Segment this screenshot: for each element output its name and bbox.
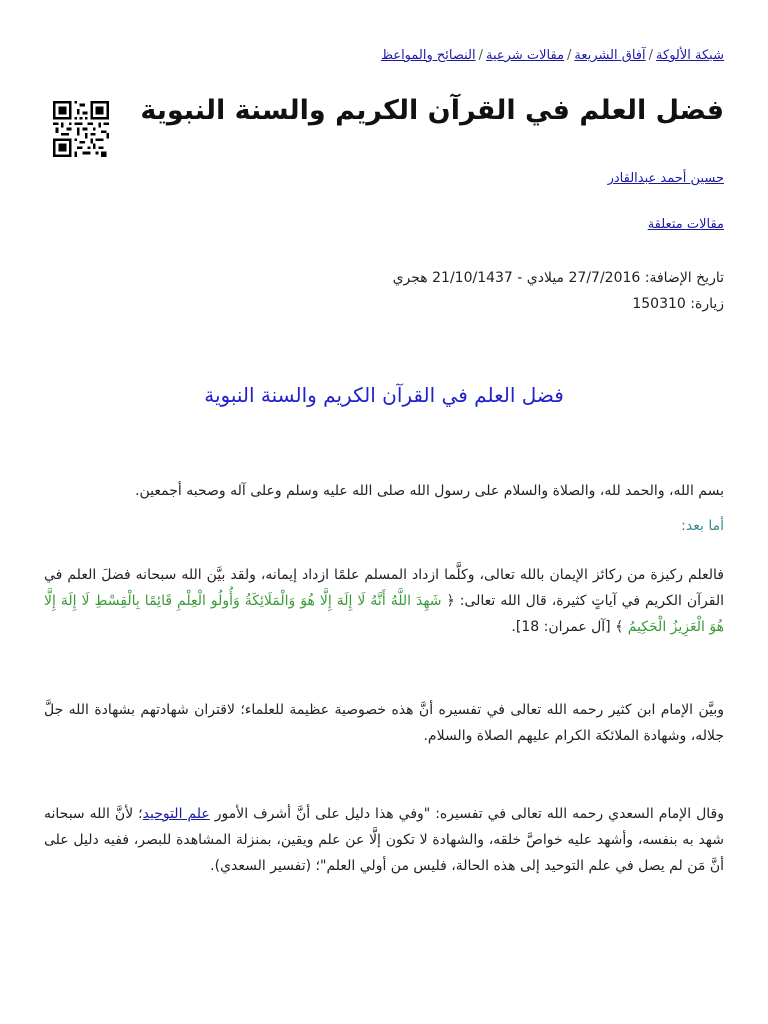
article-heading: فضل العلم في القرآن الكريم والسنة النبوية <box>204 383 564 407</box>
breadcrumb-item-articles[interactable]: مقالات شرعية <box>486 48 565 63</box>
title-row <box>44 95 724 165</box>
breadcrumb <box>381 48 724 63</box>
article-meta <box>393 265 724 317</box>
paragraph-text: وقال الإمام السعدي رحمه الله تعالى في تفسيره: "وفي هذا دليل على أنَّ أشرف الأمور <box>209 806 724 822</box>
breadcrumb-separator: / <box>648 48 654 63</box>
breadcrumb-item-home[interactable]: شبكة الألوكة <box>656 48 724 63</box>
article-paragraph-intro: بسم الله، والحمد لله، والصلاة والسلام على رسول الله صلى الله عليه وسلم وعلى آله وصحبه أجمعين. <box>135 483 724 499</box>
author-link[interactable]: حسين أحمد عبدالقادر <box>607 171 724 186</box>
breadcrumb-item-advice[interactable]: النصائح والمواعظ <box>380 48 476 63</box>
article-paragraph-ibn-kathir: وبيَّن الإمام ابن كثير رحمه الله تعالى في تفسيره أنَّ هذه خصوصية عظيمة للعلماء؛ لاقتران شهادتهم بشهادة الله جلَّ جلاله، وشهادة الملائكة الكرام عليهم الصلاة والسلام. <box>44 702 724 744</box>
breadcrumb-separator: / <box>478 48 484 63</box>
breadcrumb-item-shariah[interactable]: آفاق الشريعة <box>574 48 646 63</box>
paragraph-text: فالعلم ركيزة من ركائز الإيمان بالله تعالى، وكلَّما ازداد المسلم علمًا ازداد إيمانه، ولقد بيَّن الله سبحانه فضلَ العلم في القرآن الكريم في آياتٍ كثيرة، قال الله تعالى: ﴿ <box>44 567 724 609</box>
page-title: فضل العلم في القرآن الكريم والسنة النبوية <box>140 95 724 126</box>
breadcrumb-separator: / <box>567 48 572 63</box>
paragraph-text: ؛ لأنَّ الله سبحانه شهد به بنفسه، وأشهد عليه خواصَّ خلقه، والشهادة لا تكون إلَّا عن علم ويقين، بمنزلة المشاهدة للبصر، ففيه دليل على أنَّ مَن لم يصل في علم التوحيد إلى هذه الحالة، فليس من أولي العلم"؛ (تفسير السعدي). <box>44 806 724 874</box>
related-articles-link[interactable]: مقالات متعلقة <box>647 217 724 232</box>
tawheed-link[interactable]: علم التوحيد <box>142 806 210 822</box>
visit-count: زيارة: 150310 <box>632 296 724 312</box>
article-paragraph-saadi <box>44 801 724 879</box>
qr-code-icon[interactable] <box>53 101 109 157</box>
amma-baad-label: أما بعد: <box>681 518 724 534</box>
quran-verse: شَهِدَ اللَّهُ أَنَّهُ لَا إِلَهَ إِلَّا هُوَ وَالْمَلَائِكَةُ وَأُولُو الْعِلْمِ قَائِمًا بِالْقِسْطِ لَا إِلَهَ إِلَّا هُوَ الْعَزِيزُ الْحَكِيمُ <box>44 593 724 635</box>
article-paragraph-knowledge <box>44 562 724 640</box>
paragraph-text: ﴾ [آل عمران: 18]. <box>511 619 628 635</box>
date-added: تاريخ الإضافة: 27/7/2016 ميلادي - 21/10/1437 هجري <box>392 270 724 286</box>
